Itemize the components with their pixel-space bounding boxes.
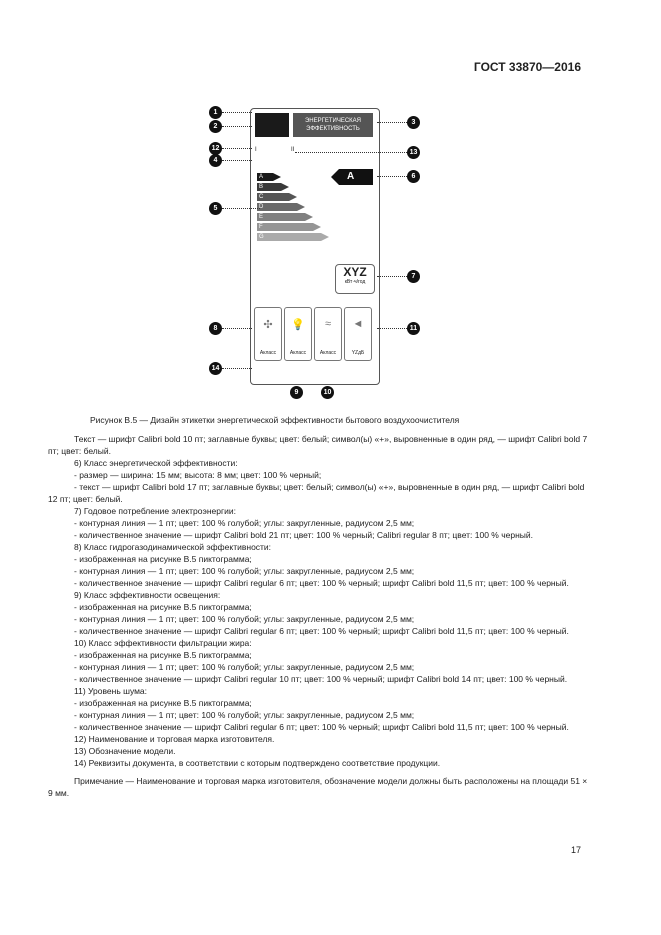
callout-8: 8 — [209, 322, 222, 335]
body-paragraph: 7) Годовое потребление электроэнергии: — [74, 506, 236, 516]
leader-line — [222, 328, 252, 329]
body-paragraph: 8) Класс гидрогазодинамической эффективности: — [74, 542, 272, 552]
body-text — [48, 433, 588, 799]
leader-line — [377, 276, 407, 277]
leader-line — [377, 122, 407, 123]
pictogram-value: Aкласс — [319, 350, 337, 356]
body-paragraph: - количественное значение — шрифт Calibri regular 6 пт; цвет: 100 % черный; шрифт Calibri bold 11,5 пт; цвет: 100 % черный. — [74, 626, 569, 636]
energy-consumption-box — [335, 264, 375, 294]
leader-line — [222, 208, 260, 209]
pictogram-fan — [254, 307, 282, 361]
figure-caption: Рисунок В.5 — Дизайн этикетки энергетической эффективности бытового воздухоочистителя — [90, 415, 460, 425]
body-paragraph: - количественное значение — шрифт Calibri regular 10 пт; цвет: 100 % черный; шрифт Calibri bold 14 пт; цвет: 100 % черный. — [74, 674, 568, 684]
leader-line — [222, 160, 252, 161]
body-paragraph: Примечание — Наименование и торговая марка изготовителя, обозначение модели должны быть расположены на площади 51 × 9 мм. — [48, 776, 588, 798]
body-paragraph: 10) Класс эффективности фильтрации жира: — [74, 638, 252, 648]
page-number: 17 — [570, 845, 581, 855]
callout-13: 13 — [407, 146, 420, 159]
energy-value: XYZ — [343, 265, 367, 279]
callout-11: 11 — [407, 322, 420, 335]
callout-7: 7 — [407, 270, 420, 283]
body-paragraph: - контурная линия — 1 пт; цвет: 100 % голубой; углы: закругленные, радиусом 2,5 мм; — [74, 518, 415, 528]
callout-12: 12 — [209, 142, 222, 155]
efficiency-bar: B — [257, 183, 281, 191]
body-paragraph: - количественное значение — шрифт Calibri regular 6 пт; цвет: 100 % черный; шрифт Calibri bold 11,5 пт; цвет: 100 % черный. — [74, 578, 569, 588]
efficiency-bar: G — [257, 233, 321, 241]
energy-class-indicator: A — [339, 169, 373, 185]
efficiency-bar: F — [257, 223, 313, 231]
filter-icon: ≈ — [324, 318, 332, 330]
speaker-icon: ◄ — [352, 318, 364, 330]
body-paragraph: 6) Класс энергетической эффективности: — [74, 458, 238, 468]
body-paragraph: - контурная линия — 1 пт; цвет: 100 % голубой; углы: закругленные, радиусом 2,5 мм; — [74, 614, 415, 624]
sep-mark-left: I — [255, 147, 257, 153]
bulb-icon: 💡 — [291, 319, 305, 331]
callout-10: 10 — [321, 386, 334, 399]
energy-label-figure — [195, 100, 435, 400]
callout-5: 5 — [209, 202, 222, 215]
body-paragraph: - контурная линия — 1 пт; цвет: 100 % голубой; углы: закругленные, радиусом 2,5 мм; — [74, 710, 415, 720]
body-paragraph: 14) Реквизиты документа, в соответствии с которым подтверждено соответствие продукции. — [74, 758, 441, 768]
body-paragraph: Текст — шрифт Calibri bold 10 пт; заглавные буквы; цвет: белый; символ(ы) «+», выровненные в один ряд, — шрифт Calibri bold 7 пт; цвет: белый. — [48, 434, 588, 456]
callout-1: 1 — [209, 106, 222, 119]
callout-3: 3 — [407, 116, 420, 129]
body-paragraph: - контурная линия — 1 пт; цвет: 100 % голубой; углы: закругленные, радиусом 2,5 мм; — [74, 566, 415, 576]
fan-icon: ✣ — [263, 319, 273, 331]
document-header: ГОСТ 33870—2016 — [473, 60, 581, 74]
callout-9: 9 — [290, 386, 303, 399]
pictogram-filter — [314, 307, 342, 361]
leader-line — [222, 368, 252, 369]
body-paragraph: - изображенная на рисунке В.5 пиктограмма; — [74, 650, 252, 660]
leader-line — [222, 126, 252, 127]
body-paragraph: - текст — шрифт Calibri bold 17 пт; заглавные буквы; цвет: белый; символ(ы) «+», выровненные в один ряд, — шрифт Calibri bold 12 пт; цвет: белый. — [48, 482, 585, 504]
body-paragraph: - изображенная на рисунке В.5 пиктограмма; — [74, 554, 252, 564]
body-paragraph: - размер — ширина: 15 мм; высота: 8 мм; цвет: 100 % черный; — [74, 470, 322, 480]
efficiency-bar: C — [257, 193, 289, 201]
pictogram-value: Aкласс — [289, 350, 307, 356]
leader-line — [295, 152, 407, 153]
efficiency-bar: E — [257, 213, 305, 221]
pictogram-value: Aкласс — [259, 350, 277, 356]
pictogram-value: YZдБ — [351, 350, 365, 356]
model-separator — [255, 147, 373, 154]
body-paragraph: 13) Обозначение модели. — [74, 746, 176, 756]
leader-line — [222, 148, 252, 149]
body-paragraph: - изображенная на рисунке В.5 пиктограмма; — [74, 602, 252, 612]
body-paragraph: 12) Наименование и торговая марка изготовителя. — [74, 734, 275, 744]
manufacturer-logo-box — [255, 113, 289, 137]
body-paragraph: - количественное значение — шрифт Calibri bold 21 пт; цвет: 100 % черный; Calibri regular 8 пт; цвет: 100 % черный. — [74, 530, 534, 540]
body-paragraph: - контурная линия — 1 пт; цвет: 100 % голубой; углы: закругленные, радиусом 2,5 мм; — [74, 662, 415, 672]
energy-label — [250, 108, 380, 385]
body-paragraph: - количественное значение — шрифт Calibri regular 6 пт; цвет: 100 % черный; шрифт Calibri bold 11,5 пт; цвет: 100 % черный. — [74, 722, 569, 732]
efficiency-bar: A — [257, 173, 273, 181]
leader-line — [222, 112, 252, 113]
callout-14: 14 — [209, 362, 222, 375]
leader-line — [377, 328, 407, 329]
leader-line — [377, 176, 407, 177]
callout-4: 4 — [209, 154, 222, 167]
sep-mark-right: II — [291, 147, 295, 153]
energy-unit: кВт·ч/год — [344, 279, 366, 285]
efficiency-scale — [257, 173, 321, 243]
label-title: ЭНЕРГЕТИЧЕСКАЯ ЭФФЕКТИВНОСТЬ — [293, 113, 373, 137]
callout-6: 6 — [407, 170, 420, 183]
pictogram-noise — [344, 307, 372, 361]
efficiency-bar: D — [257, 203, 297, 211]
pictogram-light — [284, 307, 312, 361]
body-paragraph: 11) Уровень шума: — [74, 686, 148, 696]
body-paragraph: 9) Класс эффективности освещения: — [74, 590, 221, 600]
body-paragraph: - изображенная на рисунке В.5 пиктограмма; — [74, 698, 252, 708]
callout-2: 2 — [209, 120, 222, 133]
